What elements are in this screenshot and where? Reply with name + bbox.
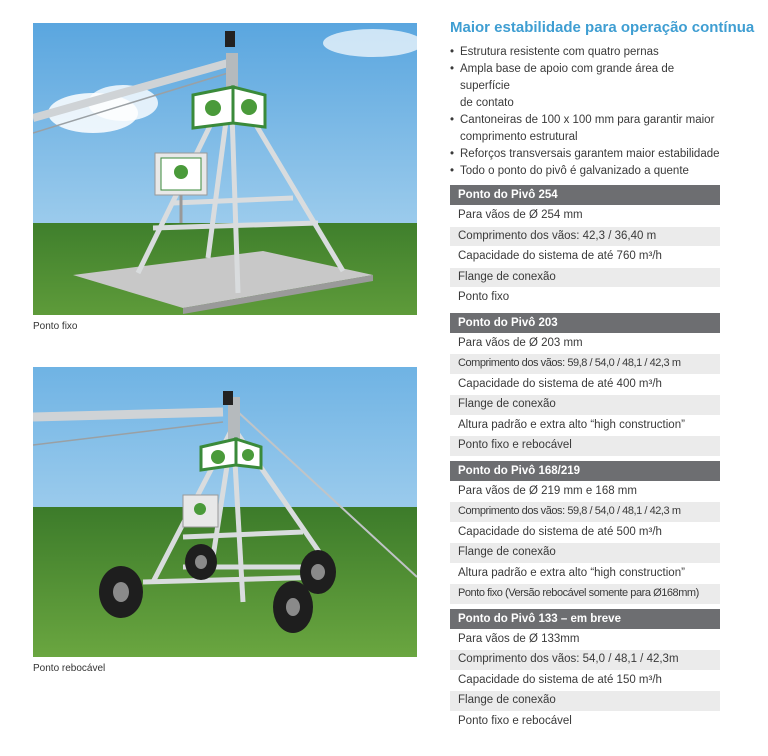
feature-list <box>450 44 720 180</box>
feature-item: • Todo o ponto do pivô é galvanizado a quente <box>450 163 720 180</box>
spec-row: Para vãos de Ø 203 mm <box>458 336 583 349</box>
spec-row: Comprimento dos vãos: 42,3 / 36,40 m <box>450 227 720 247</box>
spec-table-header: Ponto do Pivô 203 <box>450 313 720 333</box>
spec-row: Ponto fixo (Versão rebocável somente para Ø168mm) <box>450 584 720 604</box>
feature-item-continuation: de contato <box>460 97 514 109</box>
spec-row: Flange de conexão <box>450 268 720 288</box>
spec-row: Ponto fixo e rebocável <box>458 714 572 727</box>
towable-pivot-image <box>33 367 417 657</box>
spec-row: Comprimento dos vãos: 59,8 / 54,0 / 48,1 / 42,3 m <box>450 354 720 374</box>
figure-caption-fixed: Ponto fixo <box>33 321 78 332</box>
spec-row: Para vãos de Ø 254 mm <box>458 209 583 221</box>
spec-row: Altura padrão e extra alto “high construction” <box>458 566 685 579</box>
spec-row: Para vãos de Ø 219 mm e 168 mm <box>458 484 637 497</box>
figure-caption-towable: Ponto rebocável <box>33 663 106 674</box>
spec-row: Capacidade do sistema de até 150 m³/h <box>458 673 662 686</box>
spec-table-header: Ponto do Pivô 133 – em breve <box>450 609 720 629</box>
spec-table-header: Ponto do Pivô 254 <box>450 185 720 205</box>
spec-table-pivo-133 <box>450 609 720 732</box>
spec-row: Capacidade do sistema de até 500 m³/h <box>458 525 662 538</box>
spec-table-header: Ponto do Pivô 168/219 <box>450 461 720 481</box>
feature-item-continuation: comprimento estrutural <box>460 131 578 143</box>
page-title: Maior estabilidade para operação contínua <box>450 19 755 36</box>
spec-row: Capacidade do sistema de até 400 m³/h <box>458 377 662 390</box>
spec-row: Comprimento dos vãos: 59,8 / 54,0 / 48,1 / 42,3 m <box>450 502 720 522</box>
spec-row: Flange de conexão <box>450 691 720 711</box>
feature-item: • Estrutura resistente com quatro pernas <box>450 44 720 61</box>
spec-column <box>450 19 755 736</box>
spec-row: Capacidade do sistema de até 760 m³/h <box>458 250 662 262</box>
spec-row: Ponto fixo <box>458 291 510 303</box>
fixed-pivot-image <box>33 23 417 315</box>
feature-item: • Cantoneiras de 100 x 100 mm para garantir maior <box>450 112 720 129</box>
feature-item: • Ampla base de apoio com grande área de superfície <box>450 61 720 95</box>
spec-table-pivo-203 <box>450 313 720 456</box>
spec-row: Flange de conexão <box>450 543 720 563</box>
fixed-pivot-illustration-icon <box>33 23 417 315</box>
spec-row: Comprimento dos vãos: 54,0 / 48,1 / 42,3m <box>450 650 720 670</box>
spec-row: Para vãos de Ø 133mm <box>458 632 580 645</box>
spec-table-pivo-168-219 <box>450 461 720 604</box>
feature-item: • Reforços transversais garantem maior estabilidade <box>450 146 720 163</box>
towable-pivot-illustration-icon <box>33 367 417 657</box>
spec-table-pivo-254 <box>450 185 720 308</box>
spec-row: Altura padrão e extra alto “high construction” <box>458 418 685 431</box>
spec-row: Flange de conexão <box>450 395 720 415</box>
spec-row: Ponto fixo e rebocável <box>450 436 720 456</box>
